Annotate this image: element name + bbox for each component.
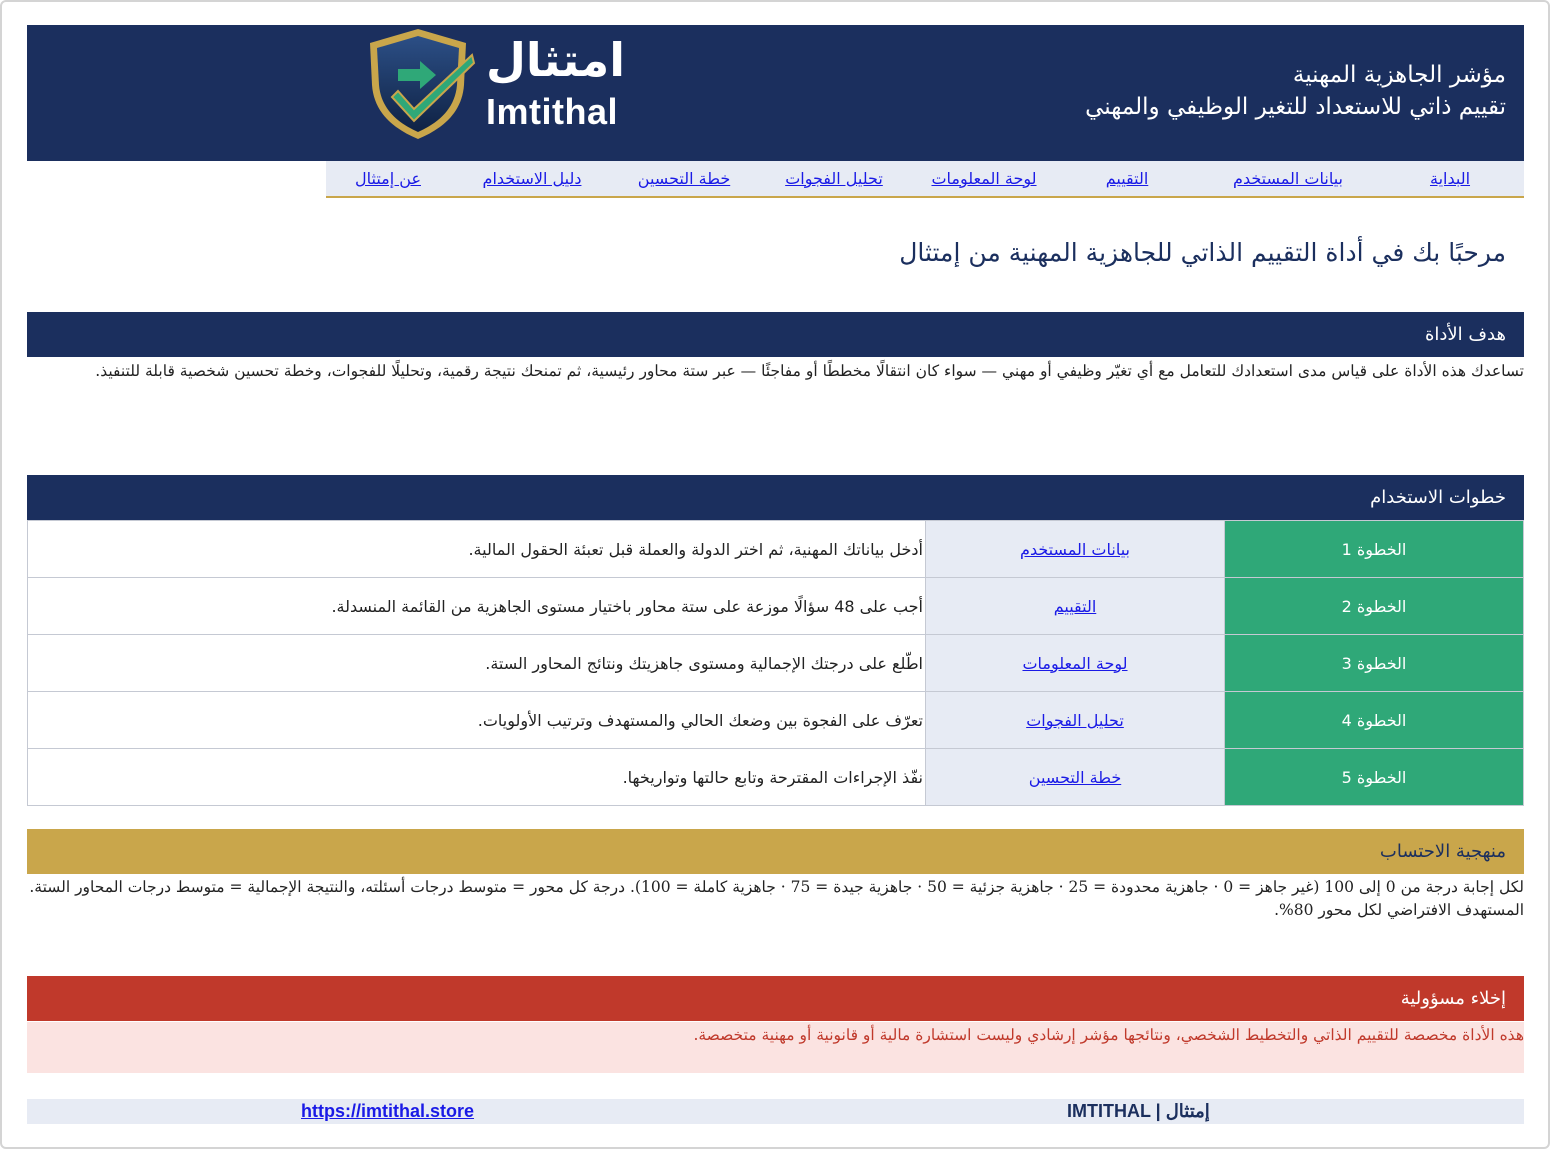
nav-link-improvement-plan[interactable]: خطة التحسين <box>637 169 731 188</box>
methodology-heading: منهجية الاحتساب <box>27 829 1524 874</box>
header-titles <box>1085 59 1506 123</box>
table-row <box>28 635 1524 692</box>
step-description: أدخل بياناتك المهنية، ثم اختر الدولة والعملة قبل تعبئة الحقول المالية. <box>28 521 926 578</box>
nav-link-user-guide[interactable]: دليل الاستخدام <box>482 169 582 188</box>
nav-link-start[interactable]: البداية <box>1429 169 1471 188</box>
step-description: أجب على 48 سؤالًا موزعة على ستة محاور باختيار مستوى الجاهزية من القائمة المنسدلة. <box>28 578 926 635</box>
step-link-cell <box>926 692 1225 749</box>
nav-link-about[interactable]: عن إمتثال <box>355 169 421 188</box>
welcome-heading: مرحبًا بك في أداة التقييم الذاتي للجاهزية المهنية من إمتثال <box>899 238 1506 267</box>
footer-bar <box>27 1099 1524 1124</box>
footer-url-link[interactable]: https://imtithal.store <box>301 1101 475 1121</box>
step-number: الخطوة 5 <box>1225 749 1524 806</box>
table-row <box>28 749 1524 806</box>
shield-check-icon <box>362 25 482 141</box>
disclaimer-text: هذه الأداة مخصصة للتقييم الذاتي والتخطيط الشخصي، ونتائجها مؤشر إرشادي وليست استشارة مالية أو قانونية أو مهنية متخصصة. <box>27 1022 1524 1073</box>
step-number: الخطوة 2 <box>1225 578 1524 635</box>
steps-table <box>27 520 1524 806</box>
purpose-heading: هدف الأداة <box>27 312 1524 357</box>
step-link-improvement-plan[interactable]: خطة التحسين <box>1028 767 1122 787</box>
step-description: نفّذ الإجراءات المقترحة وتابع حالتها وتواريخها. <box>28 749 926 806</box>
step-number: الخطوة 1 <box>1225 521 1524 578</box>
footer-brand: IMTITHAL | إمتثال <box>1067 1101 1210 1121</box>
step-number: الخطوة 4 <box>1225 692 1524 749</box>
disclaimer-heading: إخلاء مسؤولية <box>27 976 1524 1021</box>
nav-bar <box>326 161 1524 198</box>
nav-link-assessment[interactable]: التقييم <box>1105 169 1149 188</box>
header-subtitle: تقييم ذاتي للاستعداد للتغير الوظيفي والمهني <box>1085 94 1506 120</box>
sheet <box>27 25 1524 1121</box>
steps-heading: خطوات الاستخدام <box>27 475 1524 520</box>
step-link-cell <box>926 521 1225 578</box>
step-link-user-data[interactable]: بيانات المستخدم <box>1020 539 1130 559</box>
step-link-cell <box>926 578 1225 635</box>
methodology-text: لكل إجابة درجة من 0 إلى 100 (غير جاهز = 0 · جاهزية محدودة = 25 · جاهزية جزئية = 50 · جاهزية جيدة = 75 · جاهزية كاملة = 100). درجة كل محور = متوسط درجات أسئلته، والنتيجة الإجمالية = متوسط درجات المحاور الستة. المستهدف الافتراضي لكل محور 80%. <box>29 878 1524 919</box>
purpose-text: تساعدك هذه الأداة على قياس مدى استعدادك للتعامل مع أي تغيّر وظيفي أو مهني — سواء كان انتقالًا مخططًا أو مفاجئًا — عبر ستة محاور رئيسية، ثم تمنحك نتيجة رقمية، وتحليلًا للفجوات، وخطة تحسين شخصية قابلة للتنفيذ. <box>95 362 1524 380</box>
table-row <box>28 521 1524 578</box>
step-link-cell <box>926 749 1225 806</box>
step-link-dashboard[interactable]: لوحة المعلومات <box>1022 653 1128 673</box>
header-title: مؤشر الجاهزية المهنية <box>1292 62 1506 88</box>
header-banner <box>27 25 1524 161</box>
logo-arabic-text: امتثال <box>486 33 625 87</box>
table-row <box>28 692 1524 749</box>
nav-link-gap-analysis[interactable]: تحليل الفجوات <box>785 169 883 188</box>
step-link-assessment[interactable]: التقييم <box>1053 596 1097 616</box>
step-link-gap-analysis[interactable]: تحليل الفجوات <box>1026 710 1124 730</box>
imtithal-logo <box>362 25 637 141</box>
step-link-cell <box>926 635 1225 692</box>
step-number: الخطوة 3 <box>1225 635 1524 692</box>
table-row <box>28 578 1524 635</box>
nav-link-dashboard[interactable]: لوحة المعلومات <box>931 169 1037 188</box>
nav-link-user-data[interactable]: بيانات المستخدم <box>1233 169 1343 188</box>
logo-english-text: Imtithal <box>486 91 619 132</box>
step-description: اطّلع على درجتك الإجمالية ومستوى جاهزيتك ونتائج المحاور الستة. <box>28 635 926 692</box>
step-description: تعرّف على الفجوة بين وضعك الحالي والمستهدف وترتيب الأولويات. <box>28 692 926 749</box>
